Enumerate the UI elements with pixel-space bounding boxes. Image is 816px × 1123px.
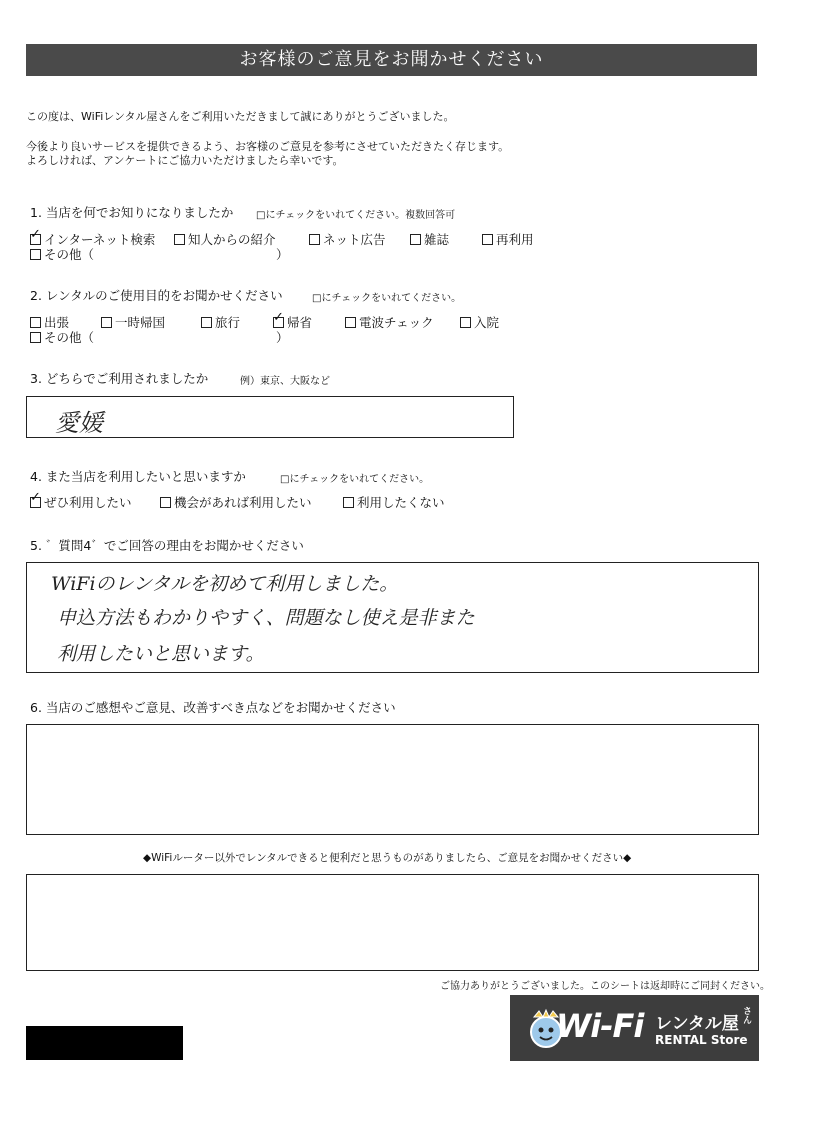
q1-option-other[interactable]: その他（: [30, 245, 94, 263]
q5-answer-line-3: 利用したいと思います。: [57, 643, 265, 665]
checkbox-icon[interactable]: [309, 234, 320, 245]
q2-option-temporary-return[interactable]: 一時帰国: [101, 313, 165, 331]
q4-label: 4. また当店を利用したいと思いますか: [30, 469, 246, 484]
q1-note: □にチェックをいれてください。複数回答可: [256, 210, 456, 221]
q2-other-close: ）: [276, 330, 289, 345]
q4-option-no[interactable]: 利用したくない: [343, 493, 445, 511]
q5-label: 5. ゛質問4゛でご回答の理由をお聞かせください: [30, 538, 304, 553]
checkbox-icon[interactable]: [160, 497, 171, 508]
checkbox-icon[interactable]: [482, 234, 493, 245]
q5-answer-field[interactable]: [26, 562, 759, 673]
q1-option-reuse[interactable]: 再利用: [482, 230, 534, 248]
logo-san-text: さん: [741, 1006, 751, 1024]
q4-option-if-chance[interactable]: 機会があれば利用したい: [160, 493, 312, 511]
q7-answer-field[interactable]: [26, 874, 759, 971]
q1-option-net-ad[interactable]: ネット広告: [309, 230, 386, 248]
q1-option-referral[interactable]: 知人からの紹介: [174, 230, 276, 248]
q2-option-other[interactable]: その他（: [30, 328, 94, 346]
thanks-note: ご協力ありがとうございました。このシートは返却時にご同封ください。: [440, 981, 770, 992]
q5-answer-line-2: 申込方法もわかりやすく、問題なし使え是非また: [57, 607, 475, 629]
q2-note: □にチェックをいれてください。: [312, 293, 462, 304]
q1-option-magazine[interactable]: 雑誌: [410, 230, 449, 248]
q1-label: 1. 当店を何でお知りになりましたか: [30, 205, 234, 220]
checkbox-checked-icon[interactable]: [273, 317, 284, 328]
checkbox-icon[interactable]: [460, 317, 471, 328]
checkbox-icon[interactable]: [345, 317, 356, 328]
q1-option-internet-search[interactable]: ✓インターネット検索: [30, 230, 155, 248]
checkbox-icon[interactable]: [30, 249, 41, 260]
checkbox-icon[interactable]: [410, 234, 421, 245]
checkbox-icon[interactable]: [30, 332, 41, 343]
q2-label: 2. レンタルのご使用目的をお聞かせください: [30, 288, 283, 303]
q4-note: □にチェックをいれてください。: [280, 474, 430, 485]
q5-answer-line-1: WiFiのレンタルを初めて利用しました。: [51, 573, 399, 595]
checkbox-checked-icon[interactable]: [30, 234, 41, 245]
q3-label: 3. どちらでご利用されましたか: [30, 371, 209, 386]
q2-option-hospital[interactable]: 入院: [460, 313, 499, 331]
q2-option-business[interactable]: 出張: [30, 313, 69, 331]
q3-handwritten-answer: 愛媛: [55, 409, 103, 437]
checkbox-icon[interactable]: [30, 317, 41, 328]
page-title: お客様のご意見をお聞かせください: [26, 44, 757, 76]
q4-option-definitely[interactable]: ✓ぜひ利用したい: [30, 493, 132, 511]
checkbox-icon[interactable]: [174, 234, 185, 245]
q2-option-homecoming[interactable]: ✓ 帰省: [273, 313, 312, 331]
q3-answer-field[interactable]: [26, 396, 514, 438]
q6-answer-field[interactable]: [26, 724, 759, 835]
q1-other-close: ）: [276, 247, 289, 262]
checkbox-icon[interactable]: [201, 317, 212, 328]
q3-note: 例）東京、大阪など: [240, 376, 330, 387]
checkbox-icon[interactable]: [101, 317, 112, 328]
logo-en-text: RENTAL Store: [655, 1033, 748, 1047]
q2-option-signal-check[interactable]: 電波チェック: [345, 313, 434, 331]
intro-line-1: この度は、WiFiレンタル屋さんをご利用いただきまして誠にありがとうございました。: [26, 110, 455, 123]
q2-option-travel[interactable]: 旅行: [201, 313, 240, 331]
checkbox-icon[interactable]: [343, 497, 354, 508]
logo-jp-text: レンタル屋: [655, 1014, 739, 1034]
intro-line-3: よろしければ、アンケートにご協力いただけましたら幸いです。: [26, 154, 344, 167]
logo-wifi-text: Wi-Fi: [556, 1007, 644, 1045]
q6-label: 6. 当店のご感想やご意見、改善すべき点などをお聞かせください: [30, 700, 396, 715]
redaction-block: [26, 1026, 183, 1060]
store-logo: [510, 995, 759, 1061]
intro-line-2: 今後より良いサービスを提供できるよう、お客様のご意見を参考にさせていただきたく存じます。: [26, 140, 510, 153]
checkbox-checked-icon[interactable]: [30, 497, 41, 508]
q7-label: ◆WiFiルーター以外でレンタルできると便利だと思うものがありましたら、ご意見をお聞かせください◆: [143, 852, 632, 864]
